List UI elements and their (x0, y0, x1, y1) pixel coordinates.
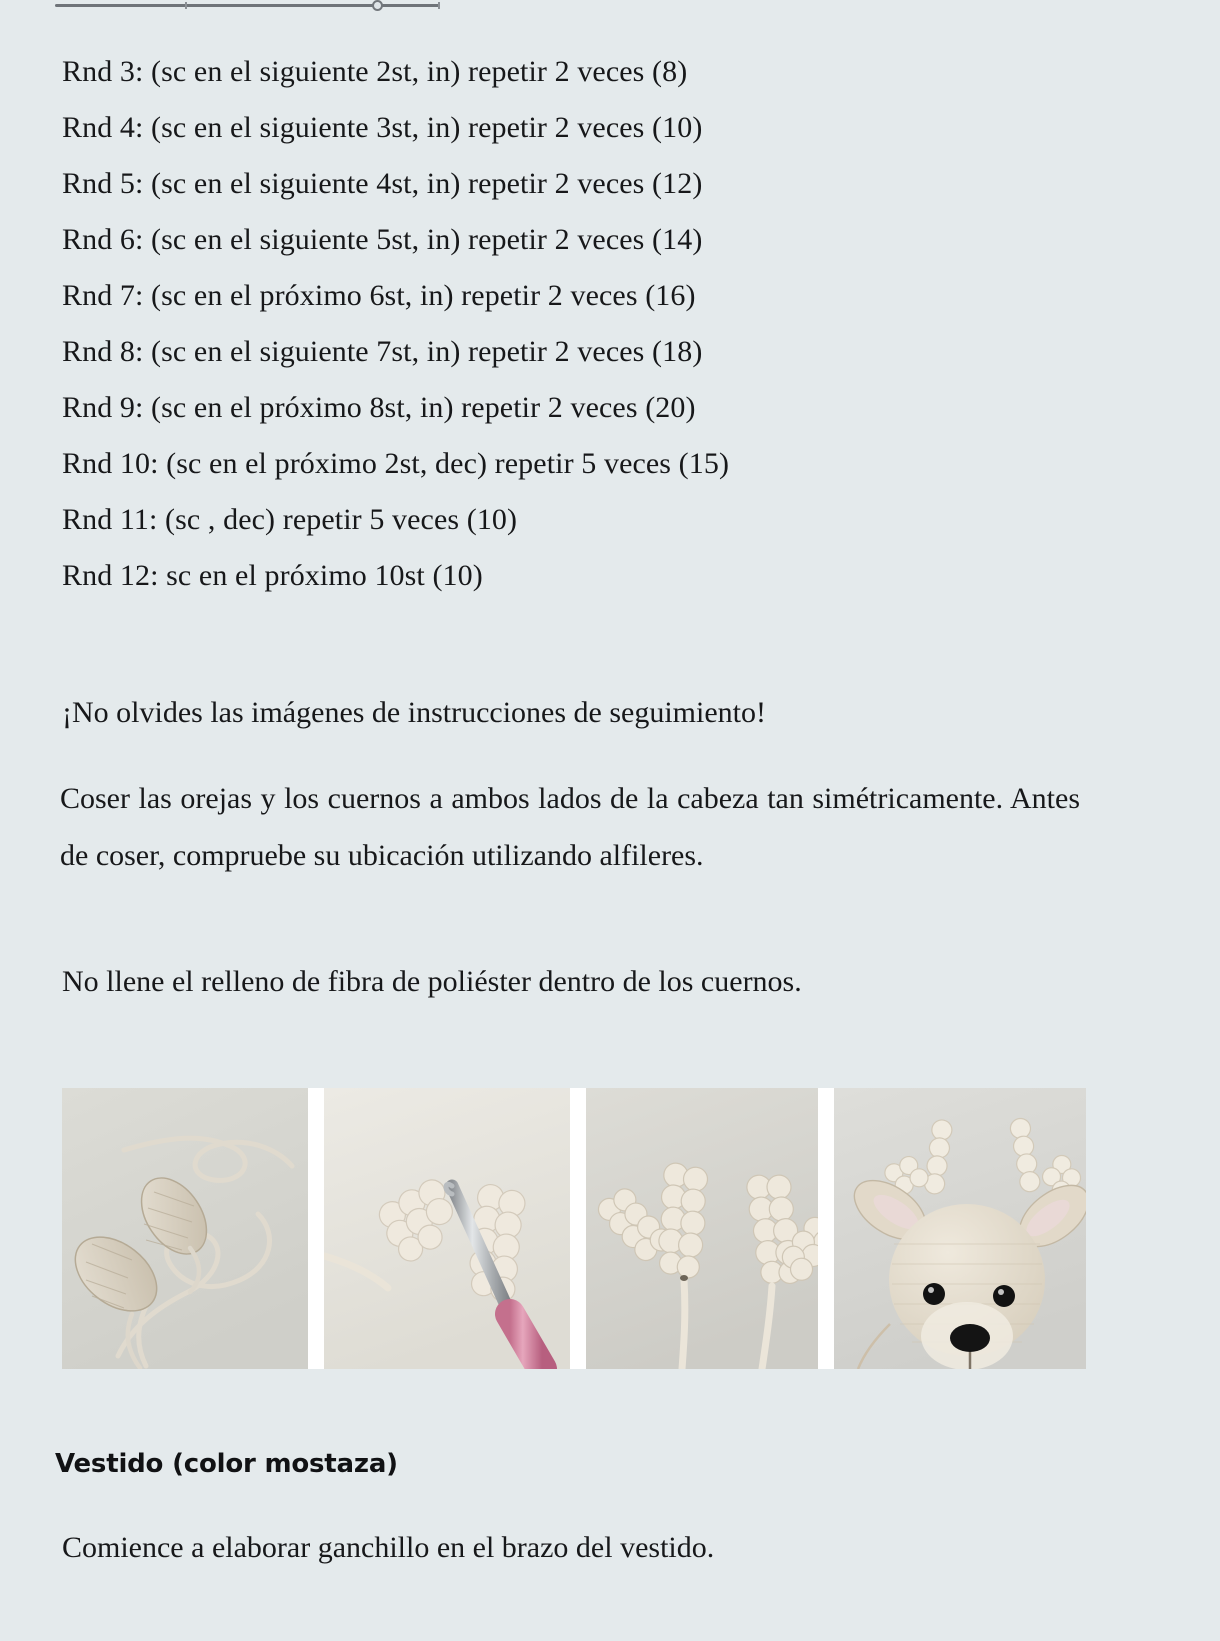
photo-finished-deer-head (834, 1088, 1086, 1369)
round-instruction-line: Rnd 3: (sc en el siguiente 2st, in) repetir 2 veces (8) (62, 55, 688, 88)
round-instruction-line: Rnd 10: (sc en el próximo 2st, dec) repetir 5 veces (15) (62, 447, 730, 480)
round-instruction-line: Rnd 6: (sc en el siguiente 5st, in) repetir 2 veces (14) (62, 223, 703, 256)
slider-tick-mark (185, 2, 187, 9)
stuffing-note-paragraph: No llene el relleno de fibra de poliéster dentro de los cuernos. (62, 965, 802, 998)
round-instruction-line: Rnd 4: (sc en el siguiente 3st, in) repetir 2 veces (10) (62, 111, 703, 144)
round-instructions-list (62, 44, 1112, 604)
top-slider-control[interactable] (0, 0, 1220, 14)
tutorial-photo-strip (62, 1088, 1086, 1369)
slider-tick-mark (438, 2, 440, 9)
round-instruction-line: Rnd 12: sc en el próximo 10st (10) (62, 559, 483, 592)
round-instruction-line: Rnd 5: (sc en el siguiente 4st, in) repetir 2 veces (12) (62, 167, 703, 200)
round-instruction-line: Rnd 8: (sc en el siguiente 7st, in) repetir 2 veces (18) (62, 335, 703, 368)
round-instruction-line: Rnd 11: (sc , dec) repetir 5 veces (10) (62, 503, 518, 536)
section-heading-vestido: Vestido (color mostaza) (55, 1449, 398, 1479)
photo-two-finished-antlers (586, 1088, 818, 1369)
sewing-instructions-paragraph: Coser las orejas y los cuernos a ambos lados de la cabeza tan simétricamente. Antes de coser, compruebe su ubicación utilizando alfileres. (60, 782, 1080, 872)
round-instruction-line: Rnd 7: (sc en el próximo 6st, in) repetir 2 veces (16) (62, 279, 696, 312)
photo-crochet-hook-joining-antler-pieces (324, 1088, 570, 1369)
closing-instruction-line: Comience a elaborar ganchillo en el brazo del vestido. (62, 1531, 715, 1564)
reminder-text: ¡No olvides las imágenes de instrucciones de seguimiento! (62, 696, 766, 729)
slider-handle[interactable] (372, 0, 383, 11)
photo-two-crocheted-ears-with-yarn (62, 1088, 308, 1369)
round-instruction-line: Rnd 9: (sc en el próximo 8st, in) repetir 2 veces (20) (62, 391, 696, 424)
